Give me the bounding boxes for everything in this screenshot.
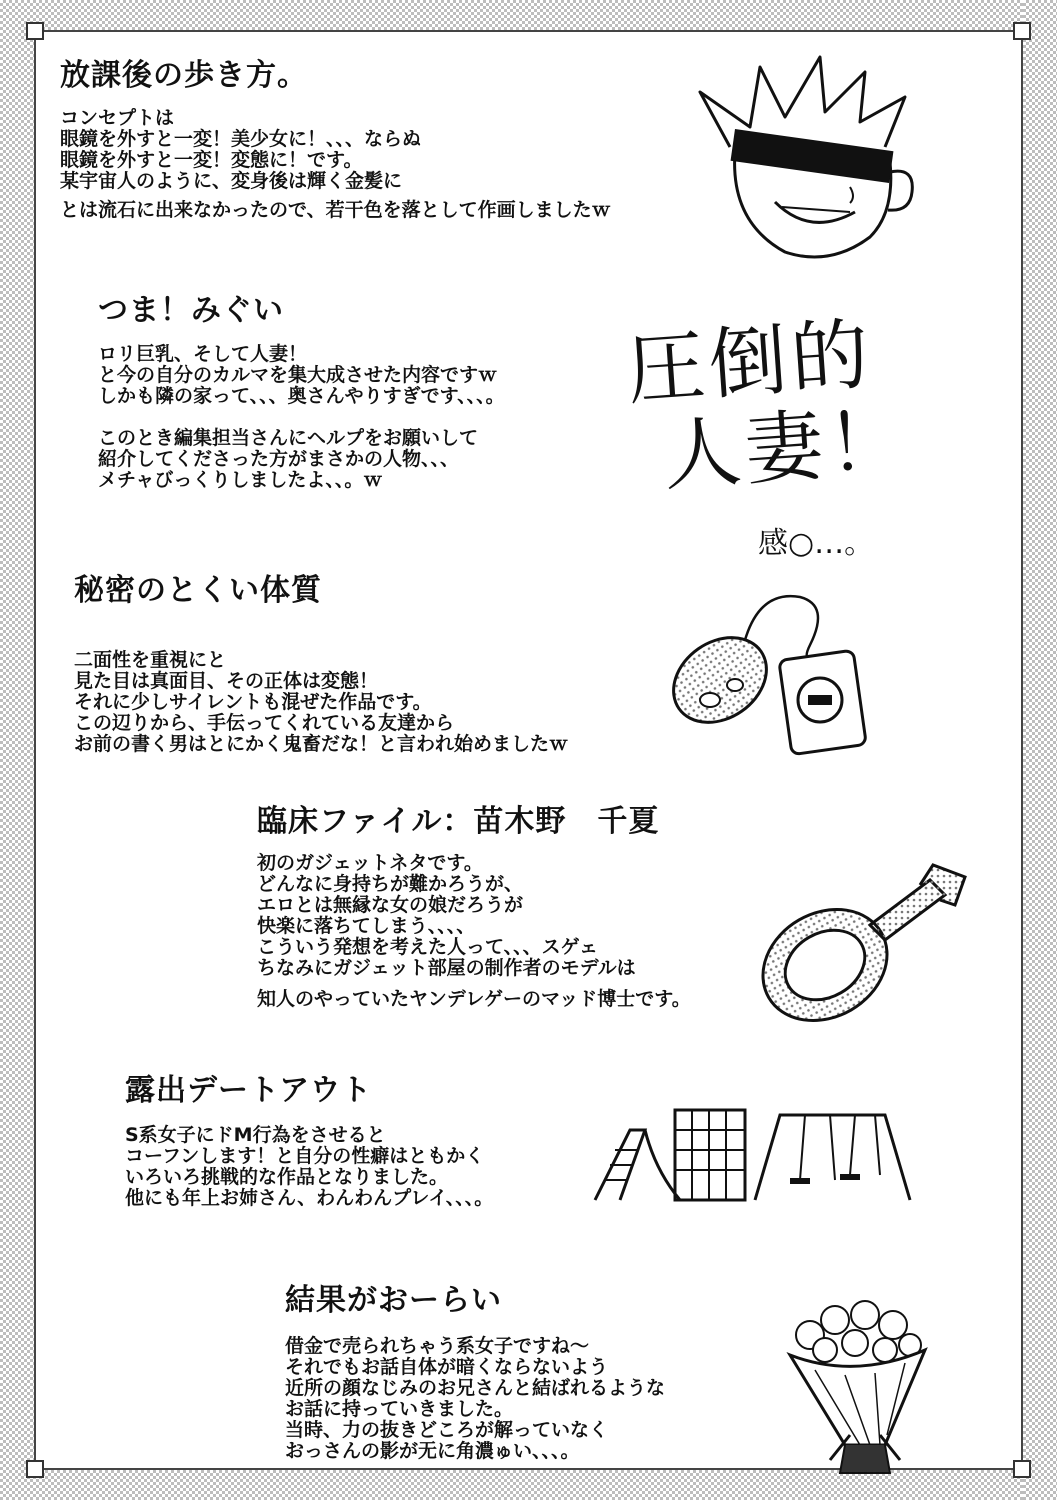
body-line: お前の書く男はとにかく鬼畜だな！と言われ始めましたｗ — [74, 733, 569, 755]
section-heading: つま！みぐい — [98, 293, 284, 328]
egg-remote-icon — [660, 585, 890, 760]
body-line: 二面性を重視にと — [74, 649, 227, 671]
body-line: 知人のやっていたヤンデレゲーのマッド博士です。 — [257, 988, 691, 1010]
section-body — [257, 853, 691, 1010]
section-heading: 秘密のとくい体質 — [74, 573, 322, 608]
playground-icon — [585, 1100, 915, 1210]
body-line: おっさんの影が无に角濃ゅい、、、。 — [285, 1440, 580, 1462]
section-body — [60, 108, 611, 221]
body-line: S系女子にドM行為をさせると — [125, 1124, 386, 1146]
body-line: お話に持っていきました。 — [285, 1398, 514, 1420]
body-line: 眼鏡を外すと一変！変態に！です。 — [60, 149, 363, 171]
body-line: コーフンします！と自分の性癖はともかく — [125, 1145, 485, 1167]
character-face-sunglasses-icon — [690, 52, 940, 267]
body-line: この辺りから、手伝ってくれている友達から — [74, 712, 455, 734]
handwritten-line: 人妻！ — [660, 395, 912, 503]
body-line: 眼鏡を外すと一変！美少女に！、、、ならぬ — [60, 128, 422, 150]
corner-ornament — [1013, 1460, 1031, 1478]
decorative-border-right — [1023, 0, 1057, 1500]
decorative-border-left — [0, 0, 34, 1500]
decorative-border-top — [0, 0, 1057, 30]
body-line: コンセプトは — [60, 107, 175, 129]
body-line: それに少しサイレントも混ぜた作品です。 — [74, 691, 432, 713]
section-body — [285, 1336, 665, 1462]
section-heading: 結果がおーらい — [285, 1283, 502, 1318]
body-line: こういう発想を考えた人って、、、スゲェ — [257, 936, 599, 958]
body-line: 近所の顔なじみのお兄さんと結ばれるような — [285, 1377, 666, 1399]
body-line: メチャびっくりしましたよ、、。ｗ — [98, 469, 383, 491]
section-heading: 露出デートアウト — [125, 1073, 373, 1108]
body-line: 某宇宙人のように、変身後は輝く金髪に — [60, 170, 403, 192]
body-line: 他にも年上お姉さん、わんわんプレイ、、、。 — [125, 1187, 494, 1209]
body-line: と今の自分のカルマを集大成させた内容ですｗ — [98, 364, 498, 386]
body-line: 快楽に落ちてしまう、、、、 — [257, 915, 476, 937]
section-body — [125, 1125, 493, 1209]
body-line: しかも隣の家って、、、奥さんやりすぎです、、、。 — [98, 385, 505, 407]
corner-ornament — [1013, 22, 1031, 40]
body-line: いろいろ挑戦的な作品となりました。 — [125, 1166, 449, 1188]
handwritten-line: 圧倒的 — [624, 309, 876, 417]
bouquet-icon — [775, 1295, 935, 1480]
body-line: 紹介してくださった方がまさかの人物、、、 — [98, 448, 460, 470]
key-icon — [755, 855, 980, 1030]
body-line: 初のガジェットネタです。 — [257, 852, 483, 874]
body-line: エロとは無縁な女の娘だろうが — [257, 894, 524, 916]
body-line: 当時、力の抜きどころが解っていなく — [285, 1419, 609, 1441]
section-heading: 放課後の歩き方。 — [60, 58, 308, 93]
body-line: 見た目は真面目、その正体は変態！ — [74, 670, 379, 692]
body-line — [98, 407, 505, 428]
handwritten-caption: 感○…。 — [758, 526, 875, 561]
corner-ornament — [26, 1460, 44, 1478]
body-line: ロリ巨乳、そして人妻！ — [98, 343, 308, 365]
body-line: 借金で売られちゃう系女子ですね～ — [285, 1335, 590, 1357]
body-line: このとき編集担当さんにヘルプをお願いして — [98, 427, 479, 449]
body-line: どんなに身持ちが難かろうが、 — [257, 873, 524, 895]
section-body — [74, 650, 568, 755]
body-line: とは流石に出来なかったので、若干色を落として作画しましたｗ — [60, 199, 611, 221]
section-body — [98, 344, 505, 491]
body-line: それでもお話自体が暗くならないよう — [285, 1356, 609, 1378]
section-heading: 臨床ファイル：苗木野 千夏 — [257, 804, 660, 839]
corner-ornament — [26, 22, 44, 40]
body-line: ちなみにガジェット部屋の制作者のモデルは — [257, 957, 636, 979]
handwritten-lettering — [624, 309, 912, 504]
